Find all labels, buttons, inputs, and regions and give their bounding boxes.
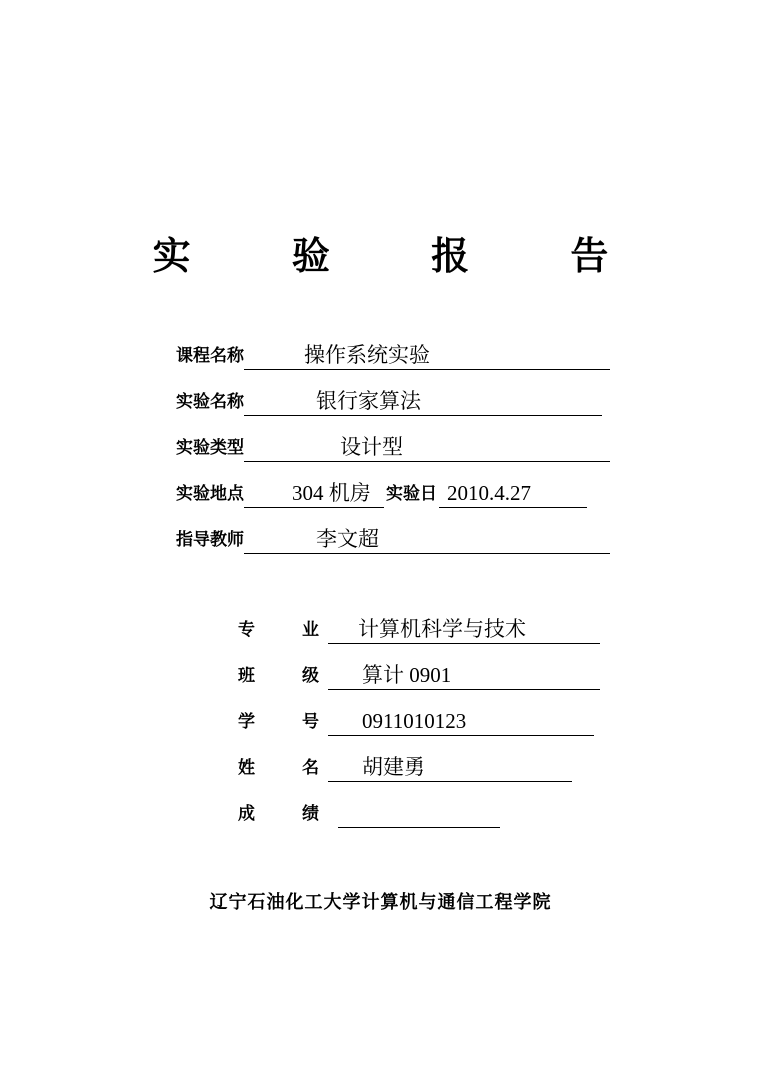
report-title: 实 验 报 告 xyxy=(152,233,653,278)
instructor-row xyxy=(176,524,610,554)
experiment-field xyxy=(244,387,602,416)
major-label: 专 业 xyxy=(238,620,319,640)
instructor-label: 指导教师 xyxy=(176,530,244,550)
experiment-row xyxy=(176,386,602,416)
location-label: 实验地点 xyxy=(176,484,244,504)
location-field xyxy=(244,479,384,508)
type-value: 设计型 xyxy=(340,435,403,459)
id-label: 学 号 xyxy=(238,712,319,732)
class-row xyxy=(238,660,600,690)
name-label: 姓 名 xyxy=(238,758,319,778)
institution-footer: 辽宁石油化工大学计算机与通信工程学院 xyxy=(209,892,552,913)
grade-row xyxy=(238,798,500,828)
grade-field xyxy=(338,799,500,828)
class-field xyxy=(328,661,600,690)
experiment-value: 银行家算法 xyxy=(316,389,421,413)
course-row xyxy=(176,340,610,370)
instructor-value: 李文超 xyxy=(316,527,379,551)
date-field xyxy=(439,479,587,508)
type-row xyxy=(176,432,610,462)
date-value: 2010.4.27 xyxy=(447,481,531,505)
grade-label: 成 绩 xyxy=(238,804,319,824)
id-field xyxy=(328,707,594,736)
name-row xyxy=(238,752,572,782)
id-row xyxy=(238,706,594,736)
class-value: 算计 0901 xyxy=(362,663,452,687)
course-value: 操作系统实验 xyxy=(304,343,430,367)
location-row xyxy=(176,478,587,508)
id-value: 0911010123 xyxy=(362,709,467,733)
type-field xyxy=(244,433,610,462)
name-field xyxy=(328,753,572,782)
class-label: 班 级 xyxy=(238,666,319,686)
course-label: 课程名称 xyxy=(176,346,244,366)
major-row xyxy=(238,614,600,644)
experiment-label: 实验名称 xyxy=(176,392,244,412)
date-label: 实验日 xyxy=(386,484,437,504)
location-value: 304 机房 xyxy=(292,481,371,505)
major-field xyxy=(328,615,600,644)
name-value: 胡建勇 xyxy=(362,755,425,779)
major-value: 计算机科学与技术 xyxy=(358,617,526,641)
course-field xyxy=(244,341,610,370)
type-label: 实验类型 xyxy=(176,438,244,458)
instructor-field xyxy=(244,525,610,554)
